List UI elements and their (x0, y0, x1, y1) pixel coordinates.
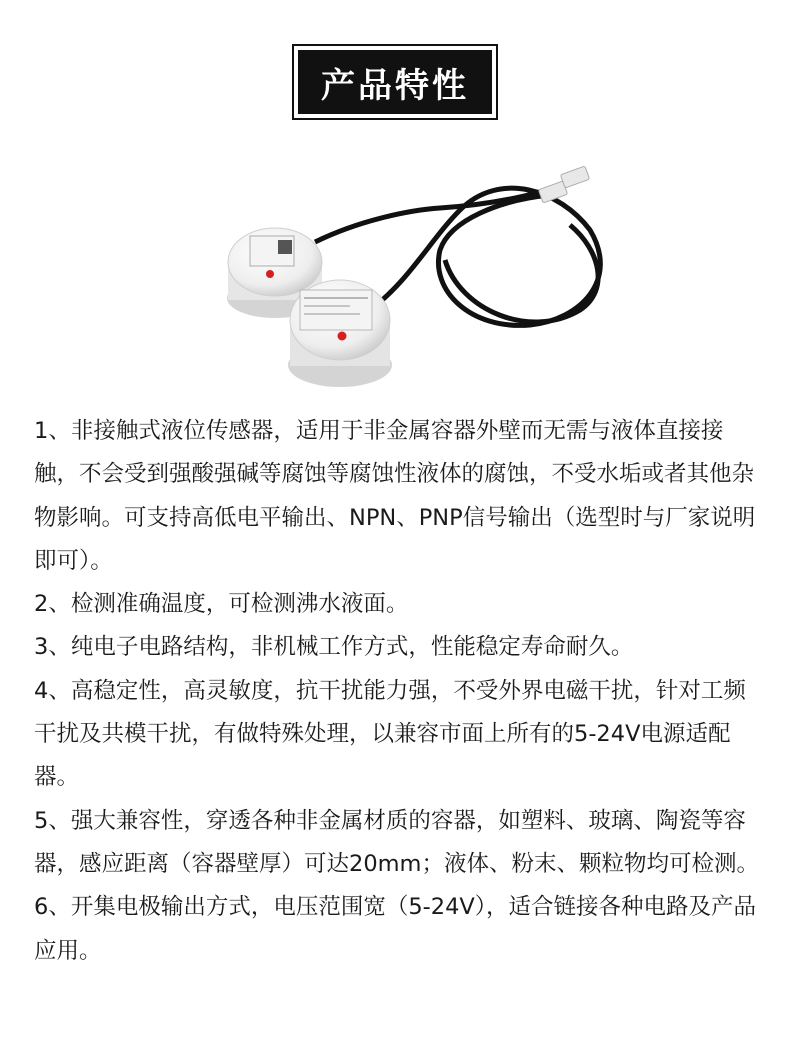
feature-item-4: 4、高稳定性，高灵敏度，抗干扰能力强，不受外界电磁干扰，针对工频干扰及共模干扰，有做特殊处理，以兼容市面上所有的5-24V电源适配器。 (34, 677, 746, 791)
feature-item-5: 5、强大兼容性，穿透各种非金属材质的容器，如塑料、玻璃、陶瓷等容器，感应距离（容器壁厚）可达20mm；液体、粉末、颗粒物均可检测。 (34, 807, 759, 877)
page-title-frame (292, 44, 498, 120)
feature-list (34, 410, 764, 973)
feature-item-2: 2、检测准确温度，可检测沸水液面。 (34, 591, 409, 618)
sensor-product-image (200, 150, 620, 400)
feature-item-1: 1、非接触式液位传感器，适用于非金属容器外壁而无需与液体直接接触，不会受到强酸强碱等腐蚀等腐蚀性液体的腐蚀，不受水垢或者其他杂物影响。可支持高低电平输出、NPN、PNP信号输出（选型时与厂家说明即可）。 (34, 418, 756, 574)
feature-item-3: 3、纯电子电路结构，非机械工作方式，性能稳定寿命耐久。 (34, 634, 634, 661)
feature-item-6: 6、开集电极输出方式，电压范围宽（5-24V），适合链接各种电路及产品应用。 (34, 894, 757, 964)
page-title: 产品特性 (298, 50, 492, 114)
